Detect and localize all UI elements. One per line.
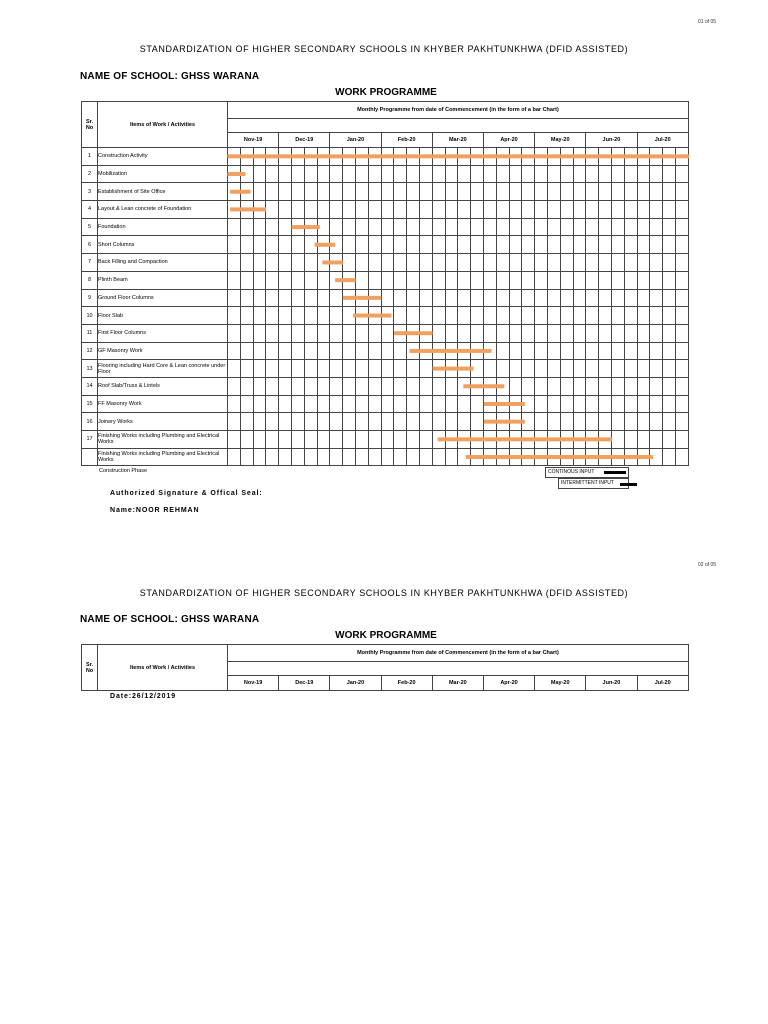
row-sr: 7 (82, 254, 98, 272)
page-title-2: WORK PROGRAMME (335, 630, 437, 641)
gantt-bar (463, 384, 504, 388)
month-header: Nov-19 (228, 676, 279, 691)
month-header: Nov-19 (228, 133, 279, 148)
row-sr: 5 (82, 218, 98, 236)
items-header: Items of Work / Activities (98, 102, 228, 148)
month-header: Jul-20 (637, 676, 688, 691)
row-sr: 10 (82, 307, 98, 325)
page-number-2: 02 of 05 (698, 562, 717, 568)
gantt-bar (343, 296, 381, 300)
document-header: STANDARDIZATION OF HIGHER SECONDARY SCHOOLS IN KHYBER PAKHTUNKHWA (DFID ASSISTED) (139, 44, 629, 54)
row-sr: 1 (82, 148, 98, 166)
row-sr: 4 (82, 201, 98, 219)
blank-header-band (228, 662, 689, 676)
school-name-2: NAME OF SCHOOL: GHSS WARANA (80, 614, 260, 625)
month-header: Feb-20 (381, 676, 432, 691)
gantt-bar (484, 402, 525, 406)
row-sr: 14 (82, 377, 98, 395)
row-item: Mobilization (98, 165, 228, 183)
month-header: Apr-20 (483, 133, 534, 148)
legend-continuous-line (604, 471, 626, 474)
row-item: Short Columns (98, 236, 228, 254)
legend-intermittent (558, 478, 629, 489)
month-header: Apr-20 (483, 676, 534, 691)
gantt-bar (230, 207, 266, 211)
legend-intermittent-line (620, 483, 637, 486)
gantt-bar (292, 225, 320, 229)
row-sr: 13 (82, 360, 98, 378)
row-sr: 15 (82, 395, 98, 413)
gantt-bar (230, 190, 251, 194)
gantt-bar (433, 367, 474, 371)
gantt-bar (322, 260, 343, 264)
row-item: Roof Slab/Truss & Lintels (98, 377, 228, 395)
gantt-bar (466, 455, 653, 459)
row-item: First Floor Columns (98, 324, 228, 342)
month-header: Jan-20 (330, 676, 381, 691)
work-programme-table-2 (81, 644, 689, 691)
gantt-bar (394, 331, 432, 335)
row-sr: 3 (82, 183, 98, 201)
row-item: Flooring including Hard Core & Lean concrete under Floor (98, 360, 228, 378)
document-header-2: STANDARDIZATION OF HIGHER SECONDARY SCHOOLS IN KHYBER PAKHTUNKHWA (DFID ASSISTED) (139, 588, 629, 598)
authorized-signature: Authorized Signature & Offical Seal: (110, 490, 263, 497)
row-sr: 2 (82, 165, 98, 183)
row-sr: 9 (82, 289, 98, 307)
legend-continuous-label: CONTINOUS INPUT (548, 469, 595, 475)
signatory-name: Name:NOOR REHMAN (110, 507, 200, 514)
month-header: Jan-20 (330, 133, 381, 148)
school-name: NAME OF SCHOOL: GHSS WARANA (80, 71, 260, 82)
row-sr: 16 (82, 413, 98, 431)
row-item: FF Masonry Work (98, 395, 228, 413)
row-sr: 12 (82, 342, 98, 360)
month-header: Jun-20 (586, 133, 637, 148)
gantt-bar (438, 437, 612, 441)
month-header: Mar-20 (432, 133, 483, 148)
sr-no-header: Sr. No (82, 102, 98, 148)
row-item: Floor Slab (98, 307, 228, 325)
monthly-programme-caption: Monthly Programme from date of Commencement (in the form of a bar Chart) (228, 102, 689, 119)
month-header: May-20 (535, 676, 586, 691)
sr-no-header: Sr. No (82, 645, 98, 691)
row-sr: 17 (82, 431, 98, 449)
row-item: Ground Floor Columns (98, 289, 228, 307)
row-item: Back Filling and Compaction (98, 254, 228, 272)
month-header: Dec-19 (279, 133, 330, 148)
month-header: Jul-20 (637, 133, 688, 148)
month-header: Feb-20 (381, 133, 432, 148)
row-item: Construction Activity (98, 148, 228, 166)
page-title: WORK PROGRAMME (335, 87, 437, 98)
date-label: Date:26/12/2019 (110, 693, 177, 700)
gantt-bar (409, 349, 491, 353)
month-header: Jun-20 (586, 676, 637, 691)
gantt-bar (315, 243, 336, 247)
row-item: Foundation (98, 218, 228, 236)
row-item: Finishing Works including Plumbing and Electrical Works (98, 431, 228, 449)
row-sr: 6 (82, 236, 98, 254)
gantt-bar (353, 314, 391, 318)
row-sr: 11 (82, 324, 98, 342)
construction-phase-label: Construction Phase (99, 468, 147, 474)
row-item: Joinery Works (98, 413, 228, 431)
monthly-programme-caption: Monthly Programme from date of Commencement (in the form of a bar Chart) (228, 645, 689, 662)
gantt-bar (228, 154, 689, 158)
row-item: Layout & Lean concrete of Foundation (98, 201, 228, 219)
month-header: May-20 (535, 133, 586, 148)
legend-intermittent-label: INTERMITTENT INPUT (561, 480, 614, 486)
month-header: Mar-20 (432, 676, 483, 691)
gantt-bar (335, 278, 356, 282)
row-item: Establishment of Site Office (98, 183, 228, 201)
gantt-bar (228, 172, 246, 176)
month-header: Dec-19 (279, 676, 330, 691)
row-item: Plinth Beam (98, 271, 228, 289)
gantt-bar (484, 420, 525, 424)
row-item: Finishing Works including Plumbing and Electrical Works (98, 448, 228, 466)
row-item: GF Masonry Work (98, 342, 228, 360)
page-number: 01 of 05 (698, 19, 717, 25)
items-header: Items of Work / Activities (98, 645, 228, 691)
row-sr: 8 (82, 271, 98, 289)
